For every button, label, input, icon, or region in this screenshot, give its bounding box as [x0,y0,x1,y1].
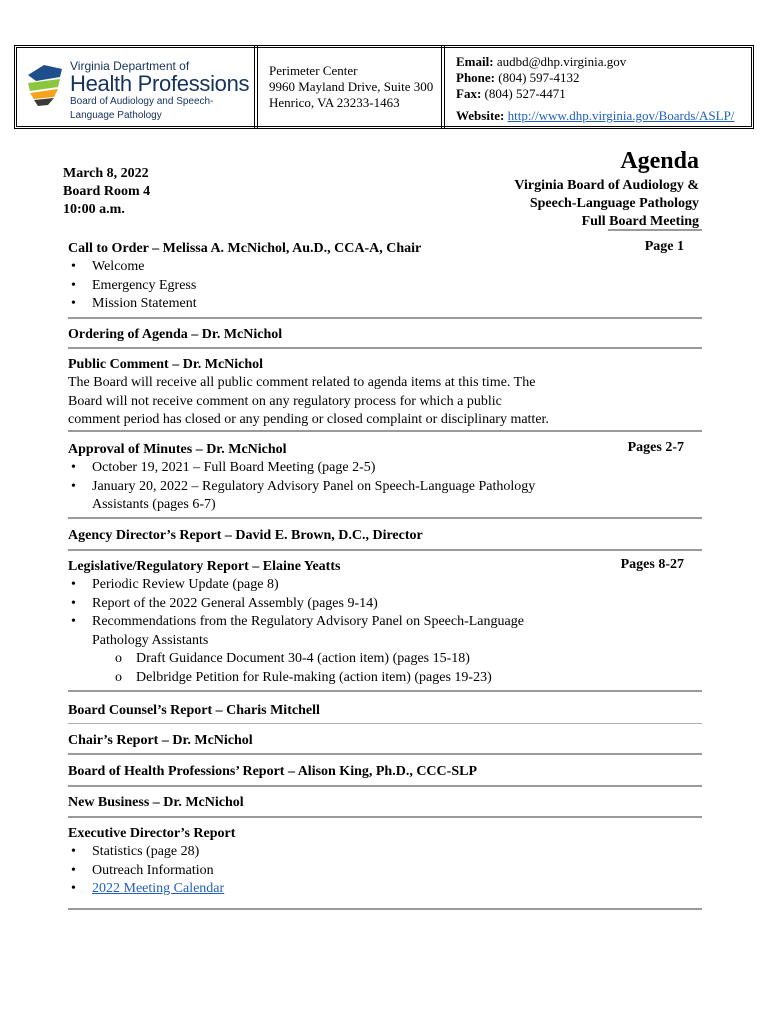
agenda-item [68,557,702,687]
divider [608,229,702,231]
logo-board: Board of Audiology and Speech-Language Pathology [70,96,214,121]
page-reference: Page 1 [644,239,684,254]
agenda-item [68,325,702,344]
list-item: • Mission Statement [68,295,702,314]
meeting-date: March 8, 2022 [63,166,149,181]
text-line: The Board will receive all public comment related to agenda items at this time. The [68,375,536,390]
list-item [68,478,702,515]
board-title-line: Speech-Language Pathology [529,196,699,211]
list-item [68,880,702,899]
sub-list-item: o Delbridge Petition for Rule-making (action item) (pages 19-23) [68,669,702,688]
meeting-details [63,165,150,219]
agenda-item-title: Public Comment – Dr. McNichol [68,357,264,372]
list-item: • October 19, 2021 – Full Board Meeting (page 2-5) [68,459,702,478]
text-line: comment period has closed or any pending or closed complaint or disciplinary matter. [68,412,549,427]
agenda-item-text [68,374,588,430]
email-value: audbd@dhp.virginia.gov [496,54,627,69]
list-item-line: • Recommendations from the Regulatory Advisory Panel on Speech-Language [92,614,524,629]
list-item: • Emergency Egress [68,277,702,296]
agenda-item [68,526,702,545]
list-item: • Periodic Review Update (page 8) [68,576,702,595]
fax-value: (804) 527-4471 [484,86,566,101]
agenda-item [68,440,702,515]
virginia-map-icon [26,63,66,107]
board-title [514,177,699,231]
agenda-item-title: Legislative/Regulatory Report – Elaine Yeatts [68,559,341,574]
agenda-item [68,793,702,812]
text-line: Board will not receive comment on any regulatory process for which a public [68,393,502,409]
meeting-calendar-link[interactable]: 2022 Meeting Calendar [92,881,225,896]
dhp-logo [26,59,251,121]
phone-label: Phone: [456,70,495,85]
list-item: • Report of the 2022 General Assembly (pages 9-14) [68,595,702,614]
sub-list-item: o Draft Guidance Document 30-4 (action item) (pages 15-18) [68,650,702,669]
divider [68,723,702,724]
list-item: • Outreach Information [68,862,702,881]
agenda-item-title: Board Counsel’s Report – Charis Mitchell [68,703,320,718]
page-title: Agenda [620,148,699,174]
email-label: Email: [456,54,494,69]
list-item: • Statistics (page 28) [68,843,702,862]
divider [68,347,702,349]
agenda-item-title: Approval of Minutes – Dr. McNichol [68,442,287,457]
divider [68,317,702,319]
page-reference: Pages 8-27 [620,557,684,572]
agenda-item [68,731,702,750]
agenda-item-title: Agency Director’s Report – David E. Brown, D.C., Director [68,528,423,543]
divider [68,816,702,818]
divider [68,549,702,551]
agenda-item [68,762,702,781]
logo-name: Health Professions [70,71,250,96]
website-link[interactable]: http://www.dhp.virginia.gov/Boards/ASLP/ [507,108,735,123]
divider [68,908,702,910]
list-item [68,613,702,650]
address-block [269,63,433,111]
meeting-time: 10:00 a.m. [63,202,125,217]
list-item-line: • January 20, 2022 – Regulatory Advisory Panel on Speech-Language Pathology [92,478,536,494]
agenda-item-title: Call to Order – Melissa A. McNichol, Au.D., CCA-A, Chair [68,241,422,256]
page-reference: Pages 2-7 [627,440,684,455]
agenda-item [68,824,702,899]
agenda-item [68,355,702,430]
logo-department: Virginia Department of [70,59,190,73]
list-item: • Welcome [68,258,702,277]
fax-label: Fax: [456,86,482,101]
letterhead [14,45,754,129]
divider [68,785,702,787]
address-line: Perimeter Center [269,63,358,78]
board-title-line: Virginia Board of Audiology & [514,178,699,193]
meeting-room: Board Room 4 [63,184,151,199]
divider [68,430,702,432]
website-label: Website: [456,108,505,123]
divider [68,517,702,519]
address-line: Henrico, VA 23233-1463 [269,95,400,110]
divider [68,753,702,755]
list-item-line: Pathology Assistants [92,632,209,648]
address-line: 9960 Mayland Drive, Suite 300 [269,79,434,94]
agenda-item-title: Board of Health Professions’ Report – Alison King, Ph.D., CCC-SLP [68,764,477,779]
contact-block [456,54,734,124]
agenda-item-title: New Business – Dr. McNichol [68,795,244,810]
agenda-item [68,701,702,720]
list-item-line: Assistants (pages 6-7) [92,497,216,512]
board-title-line: Full Board Meeting [581,214,699,229]
agenda-item-title: Executive Director’s Report [68,826,236,841]
divider [68,690,702,692]
agenda-item-title: Chair’s Report – Dr. McNichol [68,733,253,748]
agenda-item-title: Ordering of Agenda – Dr. McNichol [68,327,283,342]
phone-value: (804) 597-4132 [498,70,580,85]
agenda-item [68,239,702,314]
